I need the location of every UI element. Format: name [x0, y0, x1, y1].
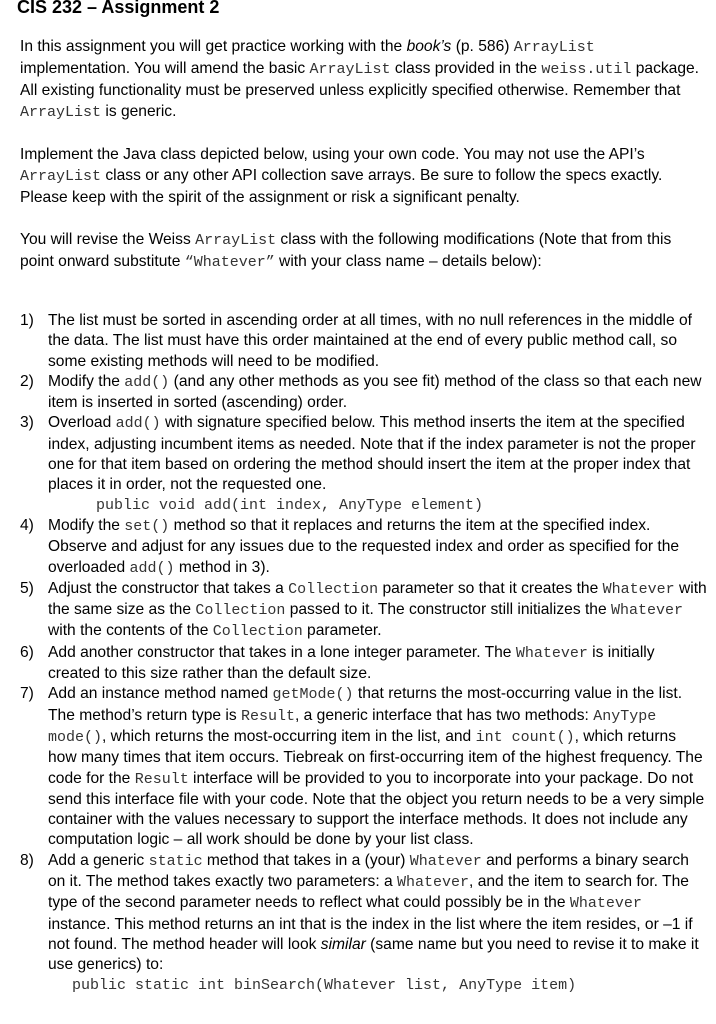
- code: Whatever: [409, 852, 482, 870]
- text: is generic.: [101, 103, 177, 120]
- text: implementation. You will amend the basic: [20, 60, 310, 77]
- item-number: 7): [20, 685, 34, 703]
- code: add(): [124, 373, 170, 391]
- text: , and the item to search for. The type of the second parameter needs to reflect what could possibly be in the: [48, 873, 689, 912]
- text: and performs a binary search on it. The method takes exactly two parameters: a: [48, 851, 689, 891]
- text: package. All existing functionality must be preserved unless explicitly specified otherwise. Remember that: [20, 60, 700, 99]
- code: Collection: [195, 602, 286, 620]
- text: Add another constructor that takes in a lone integer parameter. The: [48, 643, 516, 661]
- code: Result: [134, 770, 189, 788]
- item-number: 3): [20, 414, 34, 432]
- text: method so that it replaces and returns the item at the specified index. Observe and adjust for any issues due to the requested index and order as specified for the overloaded: [48, 516, 680, 576]
- code: ArrayList: [195, 232, 277, 249]
- text: parameter.: [302, 622, 382, 640]
- code: Collection: [288, 580, 379, 598]
- text: (same name but you need to revise it to make it use generics) to:: [48, 935, 699, 974]
- code: Whatever: [397, 874, 470, 892]
- item-number: 1): [20, 312, 34, 329]
- text: class with the following modifications (Note that from this point onward substitute: [20, 231, 672, 270]
- assignment-title: CIS 232 – Assignment 2: [17, 0, 220, 17]
- code: Whatever: [569, 895, 642, 913]
- code: Whatever: [602, 580, 675, 598]
- requirements-list: [20, 311, 708, 996]
- book-emphasis: book’s: [406, 38, 452, 55]
- item-number: 6): [20, 643, 34, 661]
- code: Collection: [212, 623, 303, 641]
- code: add(): [129, 559, 175, 577]
- code: ArrayList: [20, 104, 102, 121]
- text: Modify the: [48, 516, 125, 534]
- text: parameter so that it creates the: [378, 579, 603, 597]
- code: weiss.util: [541, 61, 632, 78]
- method-signature: public void add(int index, AnyType element): [96, 496, 484, 514]
- text: is initially created to this size rather than the default size.: [48, 643, 655, 683]
- text: passed to it. The constructor still initializes the: [285, 601, 611, 619]
- text: The list must be sorted in ascending order at all times, with no null references in the middle of the data. The list must have this order maintained at the end of every public method call, so some existing methods will need to be modified.: [48, 312, 692, 370]
- list-item: [20, 579, 708, 643]
- code: Result: [241, 707, 296, 725]
- text: class provided in the: [390, 60, 542, 77]
- code: set(): [124, 517, 170, 535]
- code: add(): [115, 415, 161, 433]
- text: Modify the: [48, 372, 125, 390]
- text: class or any other API collection save arrays. Be sure to follow the specs exactly. Please keep with the spirit of the assignment or risk a significant penalty.: [20, 167, 663, 206]
- code: int count(): [475, 728, 575, 746]
- list-item: [20, 684, 708, 850]
- code: static: [148, 852, 203, 870]
- method-signature: public static int binSearch(Whatever list, AnyType item): [72, 976, 577, 994]
- list-item: [20, 311, 708, 372]
- code: ArrayList: [513, 39, 595, 56]
- item-number: 4): [20, 516, 34, 534]
- code: getMode(): [272, 686, 354, 704]
- text: method that takes in a (your): [202, 851, 410, 869]
- text: (p. 586): [451, 38, 514, 55]
- text: Overload: [48, 414, 116, 432]
- text: with the same size as the: [48, 579, 707, 619]
- text: with the contents of the: [48, 622, 213, 640]
- code: Whatever: [515, 644, 588, 662]
- text: Add an instance method named: [48, 685, 273, 703]
- text: instance. This method returns an int that is the index in the list where the item resides, or –1 if not found. The method header will look: [48, 915, 693, 953]
- list-item: [20, 516, 708, 579]
- text: Adjust the constructor that takes a: [48, 579, 289, 597]
- text: with your class name – details below):: [274, 253, 542, 270]
- text: In this assignment you will get practice working with the: [20, 38, 407, 55]
- list-item: [20, 643, 708, 685]
- text: , which returns the most-occurring item in the list, and: [102, 727, 476, 745]
- code: AnyType mode(): [48, 707, 657, 746]
- code: ArrayList: [309, 61, 391, 78]
- text: , a generic interface that has two methods:: [295, 706, 594, 724]
- text: Implement the Java class depicted below, using your own code. You may not use the API’s: [20, 146, 645, 163]
- emphasis: similar: [320, 935, 366, 953]
- text: method in 3).: [174, 558, 270, 576]
- text: You will revise the Weiss: [20, 231, 196, 248]
- list-item: [20, 372, 708, 414]
- list-item: [20, 413, 708, 515]
- revision-paragraph: [20, 229, 708, 273]
- item-number: 8): [20, 851, 34, 869]
- list-item: [20, 851, 708, 996]
- text: interface will be provided to you to incorporate into your package. Do not send this interface file with your code. Note that the object you return needs to be a very simple container with the values necessary to support the interface methods. It does not include any computation logic – all work should be done by your list class.: [48, 769, 705, 849]
- text: that returns the most-occurring value in the list. The method’s return type is: [48, 685, 683, 724]
- implementation-paragraph: [20, 144, 708, 208]
- text: Add a generic: [48, 851, 149, 869]
- code: Whatever: [610, 602, 683, 620]
- text: with signature specified below. This method inserts the item at the specified index, adjusting incumbent items as needed. Note that if the index parameter is not the proper one for that item based on ordering the method should insert the item at the proper index that places it in order, not the requested one.: [48, 414, 696, 494]
- code: “Whatever”: [184, 254, 275, 271]
- item-number: 5): [20, 579, 34, 597]
- intro-paragraph: [20, 36, 708, 123]
- text: (and any other methods as you see fit) method of the class so that each new item is inserted in sorted (ascending) order.: [48, 372, 702, 412]
- code: ArrayList: [20, 168, 102, 185]
- text: , which returns how many times that item occurs. Tiebreak on first-occurring item of the highest frequency. The code for the: [48, 727, 703, 787]
- item-number: 2): [20, 372, 34, 390]
